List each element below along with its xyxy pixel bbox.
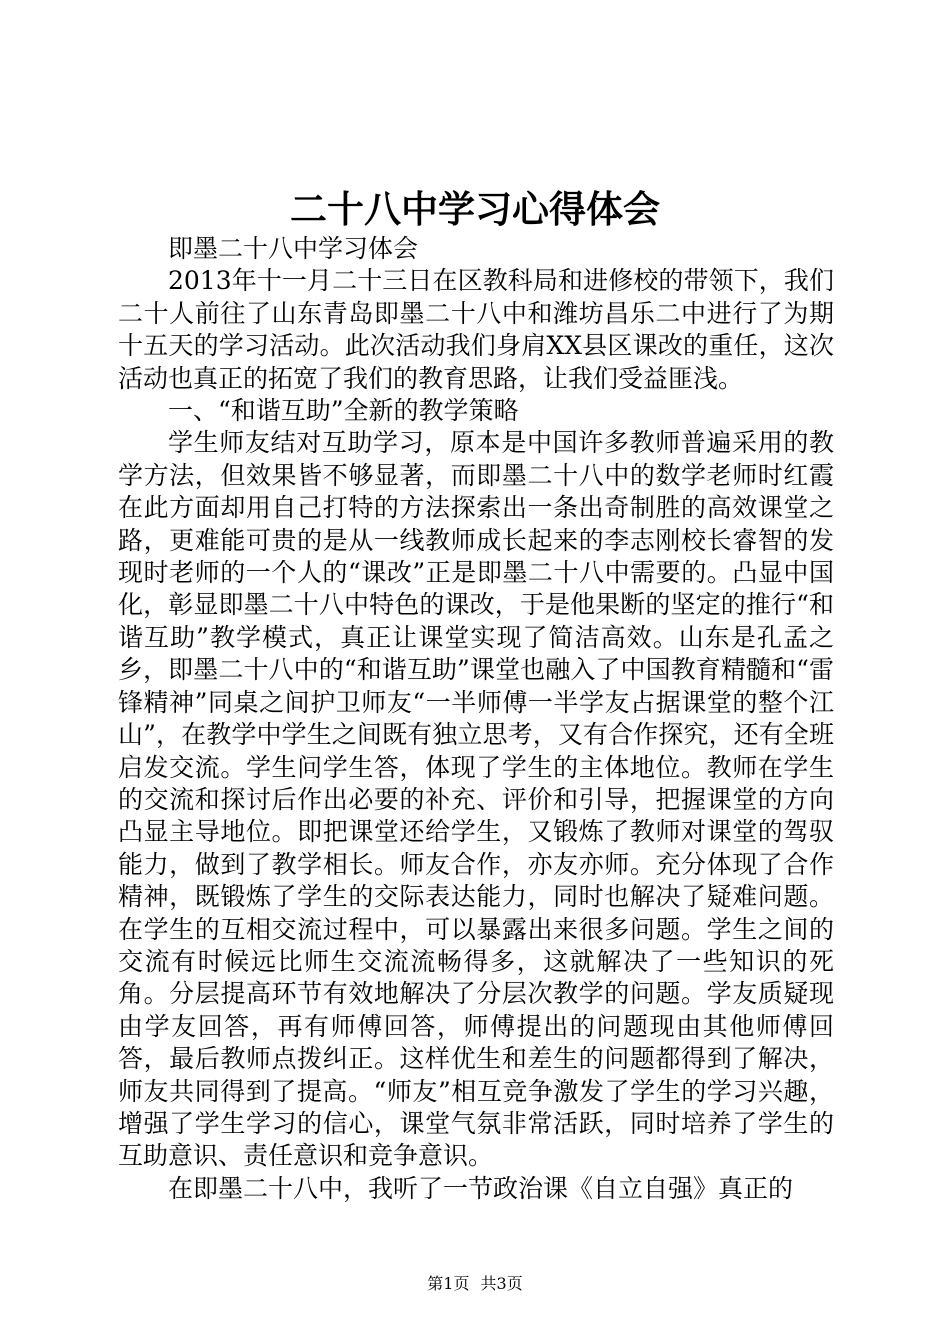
paragraph-continued: 在即墨二十八中，我听了一节政治课《自立自强》真正的: [168, 1173, 794, 1203]
paragraph-main: 学生师友结对互助学习，原本是中国许多教师普遍采用的教学方法，但效果皆不够显著，而即墨二十八中的数学老师时红霞在此方面却用自己打特的方法探索出一条出奇制胜的高效课堂之路，更难能可贵的是从一线教师成长起来的李志刚校长睿智的发现时老师的一个人的“课改”正是即墨二十八中需要的。凸显中国化，彰显即墨二十八中特色的课改，于是他果断的坚定的推行“和谐互助”教学模式，真正让课堂实现了简洁高效。山东是孔孟之乡，即墨二十八中的“和谐互助”课堂也融入了中国教育精髓和“雷锋精神”同桌之间护卫师友“一半师傅一半学友占据课堂的整个江山”，在教学中学生之间既有独立思考，又有合作探究，还有全班启发交流。学生问学生答，体现了学生的主体地位。教师在学生的交流和探讨后作出必要的补充、评价和引导，把握课堂的方向凸显主导地位。即把课堂还给学生，又锻炼了教师对课堂的驾驭能力，做到了教学相长。师友合作，亦友亦师。充分体现了合作精神，既锻炼了学生的交际表达能力，同时也解决了疑难问题。在学生的互相交流过程中，可以暴露出来很多问题。学生之间的交流有时候远比师生交流流畅得多，这就解决了一些知识的死角。分层提高环节有效地解决了分层次教学的问题。学友质疑现由学友回答，再有师傅回答，师傅提出的问题现由其他师傅回答，最后教师点拨纠正。这样优生和差生的问题都得到了解决，师友共同得到了提高。“师友”相互竞争激发了学生的学习兴趣，增强了学生学习的信心，课堂气氛非常活跃，同时培养了学生的互助意识、责任意识和竞争意识。: [118, 428, 834, 1171]
page-footer: [0, 1274, 950, 1294]
page-title: 二十八中学习心得体会: [290, 187, 660, 231]
section-heading: 一、“和谐互助”全新的教学策略: [168, 396, 519, 426]
page-total: 共3页: [480, 1274, 523, 1293]
paragraph-subtitle: 即墨二十八中学习体会: [168, 234, 419, 263]
page-number: 第1页: [427, 1274, 470, 1293]
paragraph-intro: 2013年十一月二十三日在区教科局和进修校的带领下，我们二十人前往了山东青岛即墨二十八中和潍坊昌乐二中进行了为期十五天的学习活动。此次活动我们身肩XX县区课改的重任，这次活动也真正的拓宽了我们的教育思路，让我们受益匪浅。: [118, 266, 834, 393]
document-body: [118, 233, 834, 1205]
